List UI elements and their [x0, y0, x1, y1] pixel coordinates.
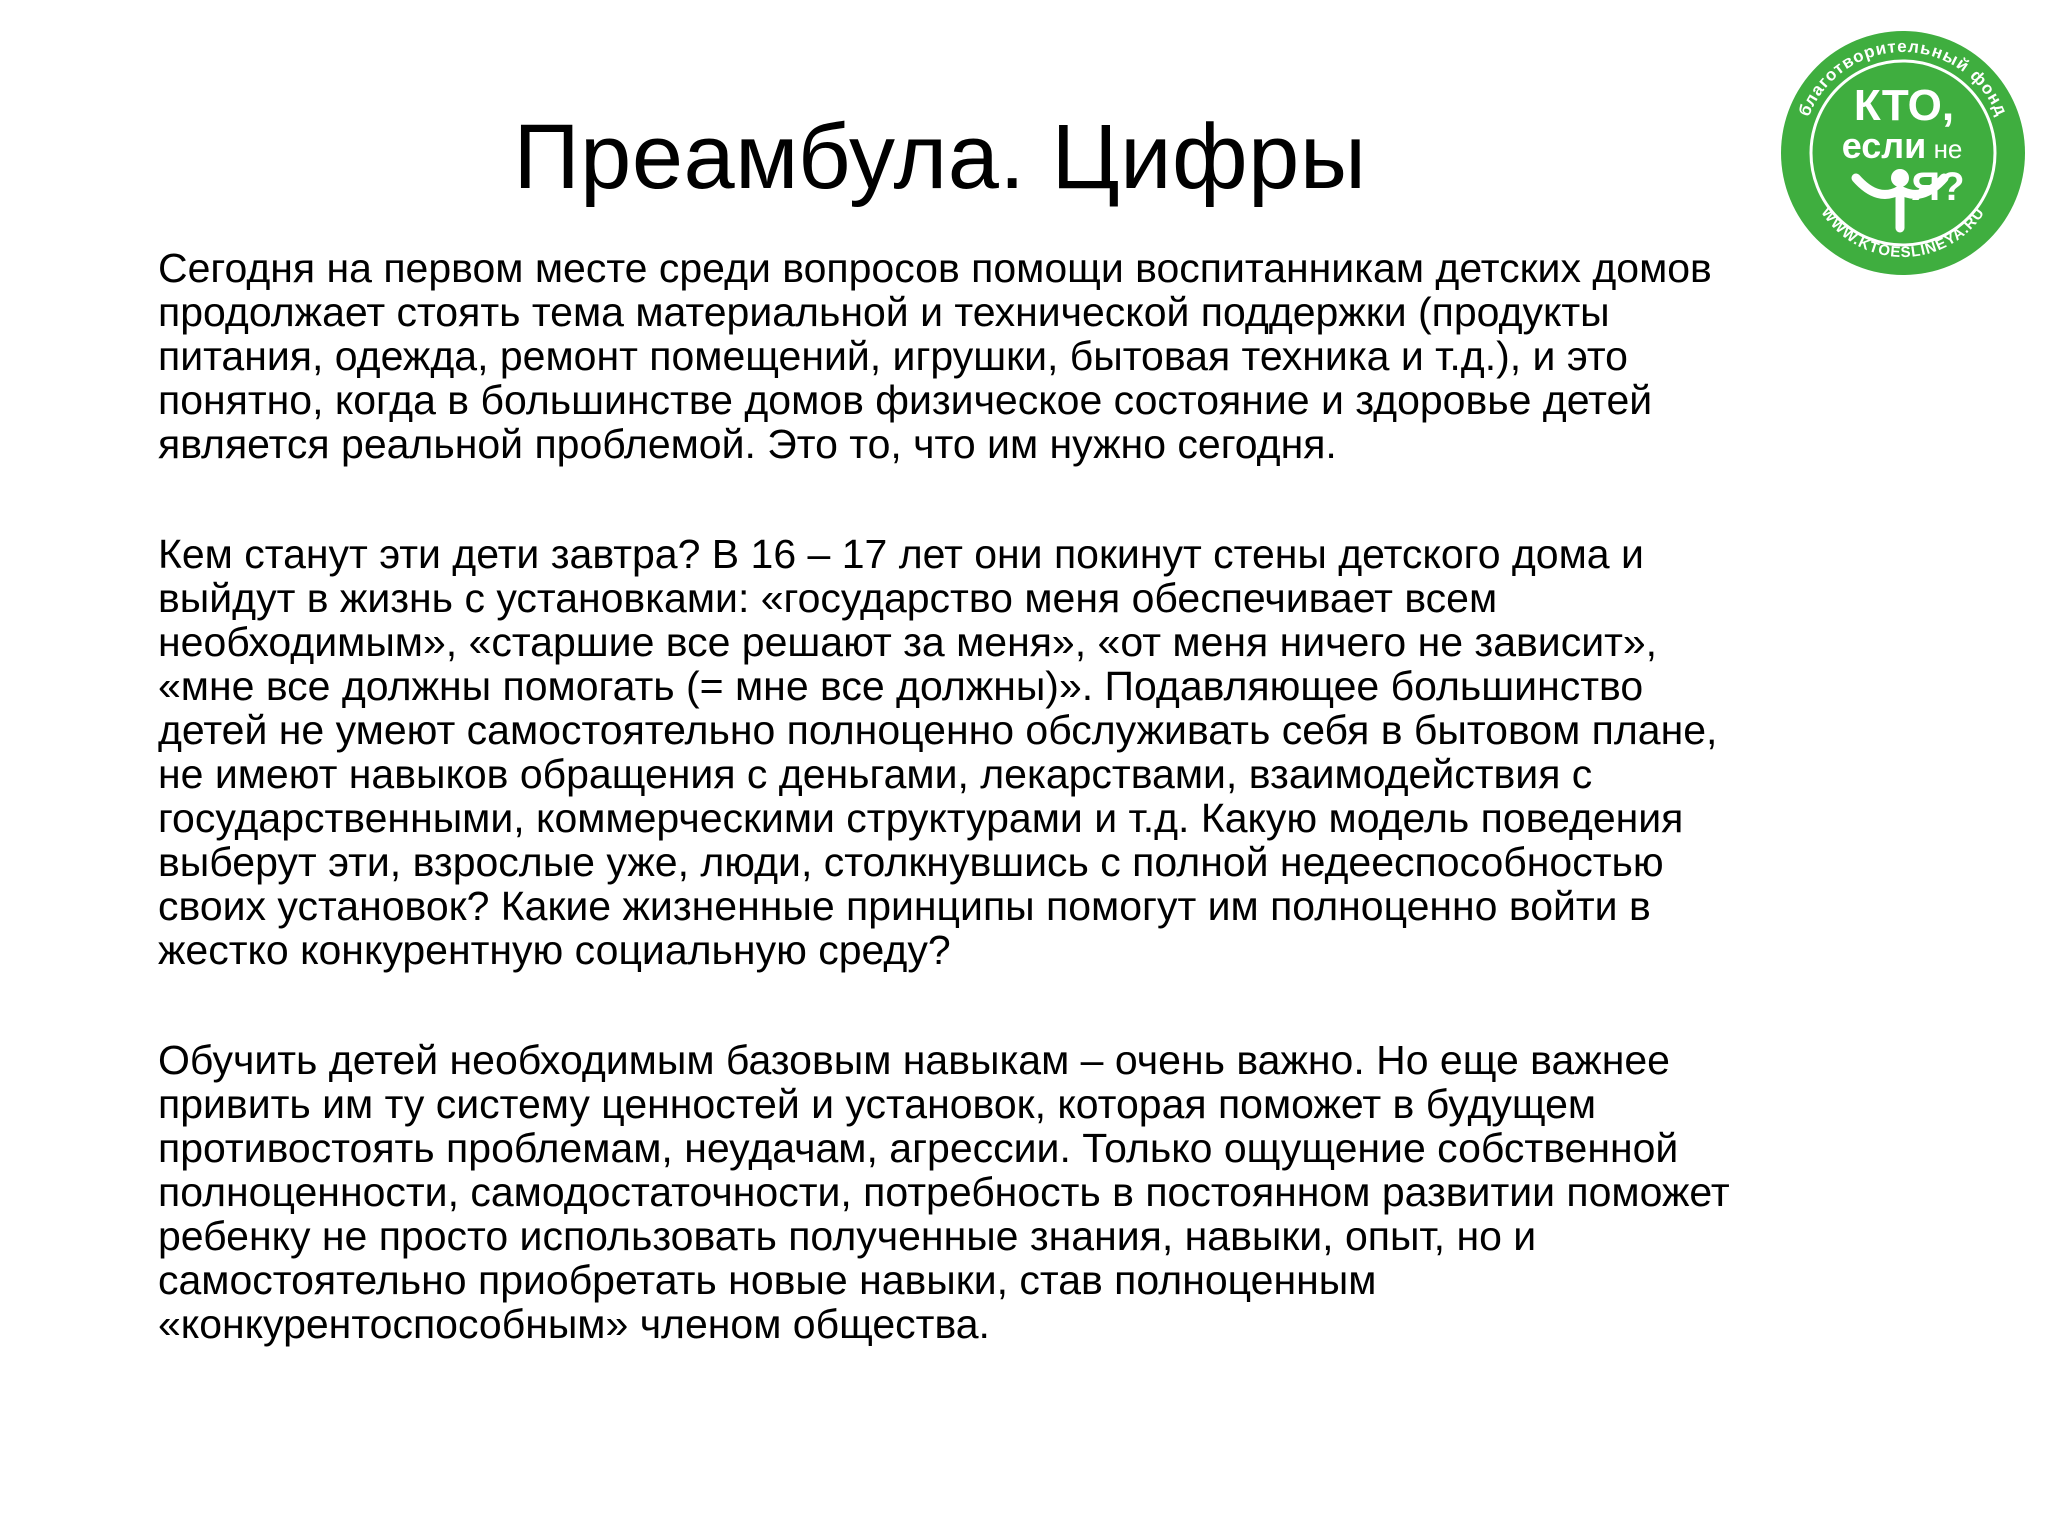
- logo-line-ya: Я?: [1911, 165, 1965, 209]
- child-head-icon: [1891, 169, 1909, 187]
- foundation-logo: [1778, 28, 2028, 278]
- paragraph-2: Кем станут эти дети завтра? В 16 – 17 лет они покинут стены детского дома и выйдут в жизнь с установками: «государство меня обеспечивает всем необходимым», «старшие все решают за меня», «от меня ничего не зависит», «мне все должны помогать (= мне все должны)». Подавляющее большинство детей не умеют самостоятельно полноценно обслуживать себя в бытовом плане, не имеют навыков обращения с деньгами, лекарствами, взаимодействия с государственными, коммерческими структурами и т.д. Какую модель поведения выберут эти, взрослые уже, люди, столкнувшись с полной недееспособностью своих установок? Какие жизненные принципы помогут им полноценно войти в жестко конкурентную социальную среду?: [158, 531, 1718, 973]
- logo-line-kto: КТО,: [1853, 81, 1955, 130]
- slide-body: [158, 246, 1938, 1412]
- paragraph-3: Обучить детей необходимым базовым навыкам – очень важно. Но еще важнее привить им ту систему ценностей и установок, которая поможет в будущем противостоять проблемам, неудачам, агрессии. Только ощущение собственной полноценности, самодостаточности, потребность в постоянном развитии поможет ребенку не просто использовать полученные знания, навыки, опыт, но и самостоятельно приобретать новые навыки, став полноценным «конкурентоспособным» членом общества.: [158, 1037, 1730, 1347]
- logo-ring-bottom-text: WWW.KTOESLINEYA.RU: [1817, 204, 1989, 262]
- logo-line-ne: не: [1933, 134, 1963, 164]
- logo-ring-top-text: благотворительный фонд: [1794, 36, 2012, 120]
- logo-line-esli: если: [1841, 125, 1927, 166]
- paragraph-1: Сегодня на первом месте среди вопросов помощи воспитанникам детских домов продолжает стоять тема материальной и технической поддержки (продукты питания, одежда, ремонт помещений, игрушки, бытовая техника и т.д.), и это понятно, когда в большинстве домов физическое состояние и здоровье детей является реальной проблемой. Это то, что им нужно сегодня.: [158, 245, 1712, 467]
- slide-title: Преамбула. Цифры: [513, 106, 1367, 208]
